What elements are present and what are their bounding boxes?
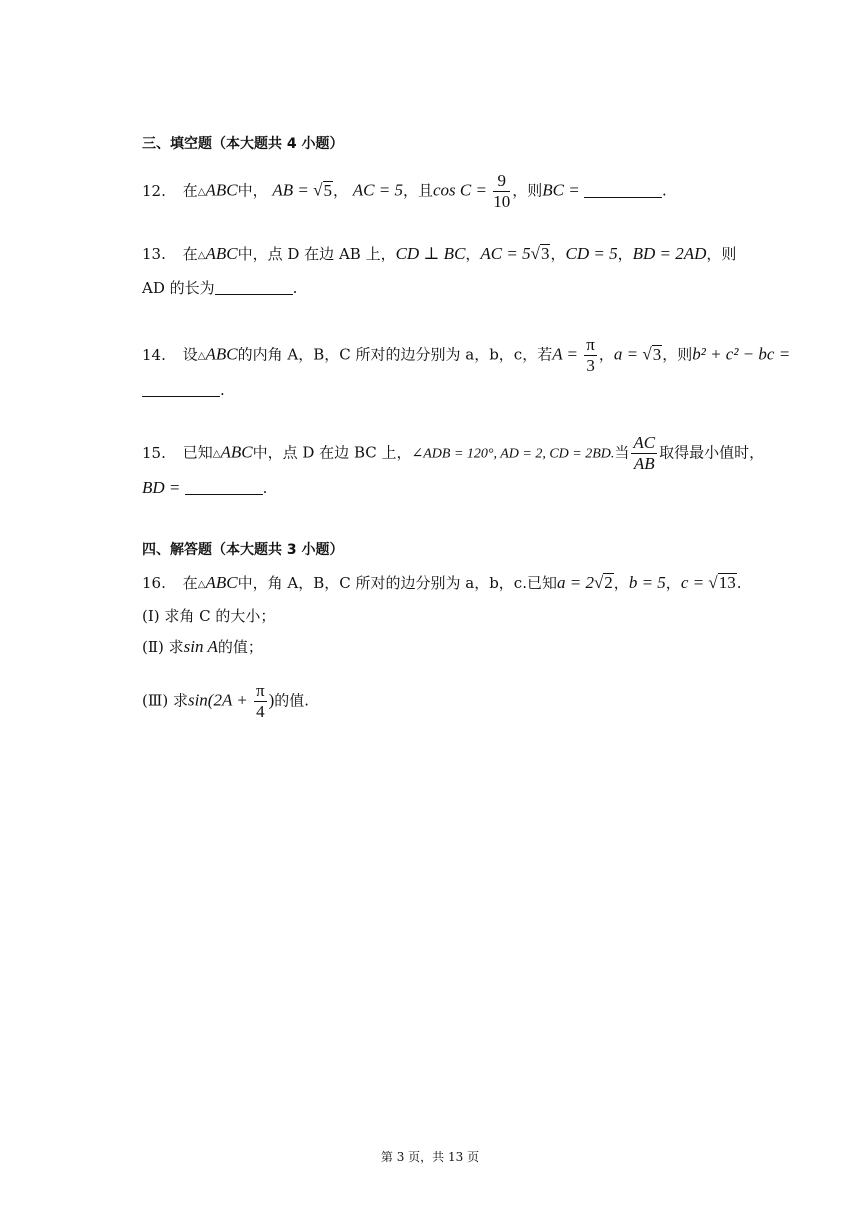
question-16-part-3 xyxy=(142,681,309,722)
fraction xyxy=(584,335,597,376)
math: sin(2A + xyxy=(187,690,253,710)
math: 13 xyxy=(718,573,736,592)
math: A = xyxy=(552,344,583,364)
text: (Ⅲ) 求 xyxy=(142,691,188,710)
fraction-numerator: π xyxy=(586,335,595,354)
fraction-denominator: 3 xyxy=(586,356,595,375)
question-16: 16. 在△ABC中，角 A，B，C 所对的边分别为 a，b，c.已知a = 2√2，b = 5，c = √13. xyxy=(142,573,742,592)
fraction-numerator: AC xyxy=(633,433,656,452)
text: . xyxy=(292,279,298,297)
math: 3 xyxy=(652,344,662,364)
question-number: 16. xyxy=(142,574,166,592)
question-number: 12. xyxy=(142,181,166,200)
question-16-part-2 xyxy=(142,637,263,657)
triangle-icon: △ xyxy=(197,579,206,590)
section-title-fill-in: 三、填空题（本大题共 4 小题） xyxy=(142,136,344,152)
text: 取得最小值时， xyxy=(659,443,765,462)
question-14-line-2 xyxy=(142,380,225,400)
answer-blank[interactable] xyxy=(584,183,662,198)
math: BD = xyxy=(142,478,185,497)
text: . xyxy=(220,381,225,399)
question-number: 15. xyxy=(142,443,166,462)
math: sin A xyxy=(183,637,218,656)
text: 的内角 A，B，C 所对的边分别为 a，b，c，若 xyxy=(237,345,553,364)
math: AC = 5 xyxy=(480,244,531,263)
math: BC = xyxy=(542,180,584,200)
math: b = 5 xyxy=(628,573,666,592)
text: ， xyxy=(665,574,681,592)
text: 已知 xyxy=(182,443,213,462)
math: a = 2 xyxy=(556,573,594,592)
question-13-line-2 xyxy=(142,278,297,298)
fraction-denominator: 10 xyxy=(493,192,511,211)
math: CD = 5 xyxy=(565,244,618,263)
math: ABC xyxy=(205,180,238,200)
question-15 xyxy=(142,433,764,474)
page-footer: 第 3 页，共 13 页 xyxy=(380,1150,480,1164)
question-13: 13. 在△ABC中，点 D 在边 AB 上，CD ⊥ BC，AC = 5√3，CD = 5，BD = 2AD，则 xyxy=(142,244,737,263)
fraction-denominator: AB xyxy=(633,454,655,473)
question-16-part-1: (Ⅰ) 求角 C 的大小； xyxy=(142,607,276,625)
triangle-icon: △ xyxy=(197,350,206,362)
fraction-numerator: 9 xyxy=(493,171,510,192)
triangle-icon: △ xyxy=(197,186,206,198)
text: ， xyxy=(333,181,349,200)
text: (Ⅱ) 求 xyxy=(142,638,184,656)
math: a = xyxy=(613,344,643,364)
text: 在 xyxy=(182,245,198,263)
text: ， xyxy=(550,245,566,263)
text: ，且 xyxy=(403,181,434,200)
math: cos C = xyxy=(433,180,492,200)
text: 中， xyxy=(237,181,268,200)
answer-blank[interactable] xyxy=(215,280,293,295)
math: ) xyxy=(268,690,275,710)
text: 的值； xyxy=(217,638,263,656)
question-number: 14. xyxy=(142,345,166,364)
text: ，则 xyxy=(512,181,543,200)
question-number: 13. xyxy=(142,245,166,263)
fraction xyxy=(493,171,510,212)
section-title-answers: 四、解答题（本大题共 3 小题） xyxy=(142,542,344,558)
text: ， xyxy=(598,345,614,364)
text: 中，点 D 在边 BC 上， xyxy=(252,443,412,462)
text: . xyxy=(661,181,667,200)
math: 5 xyxy=(323,180,332,200)
text: 的值. xyxy=(274,691,310,710)
fraction-denominator: 4 xyxy=(256,702,265,721)
answer-blank[interactable] xyxy=(142,382,220,397)
fraction-numerator: π xyxy=(256,681,265,700)
math: ABC xyxy=(220,442,253,462)
question-14: 14. 设△ABC的内角 A，B，C 所对的边分别为 a，b，c，若A = $\frac{\pi}{3}$ ，a = √3，则b² + c² − bc = xyxy=(142,335,791,375)
math: AC = 5 xyxy=(352,180,403,200)
text: ， xyxy=(465,245,481,263)
text: ， xyxy=(613,574,629,592)
math: CD ⊥ BC xyxy=(395,244,466,263)
text: 中，角 A，B，C 所对的边分别为 a，b，c.已知 xyxy=(237,574,557,592)
math: BD = 2AD xyxy=(632,244,707,263)
fraction xyxy=(631,433,657,474)
question-12: 12. 在△ABC中， AB = √5， AC = 5，且cos C = $\frac{9}{10}$ ，则BC = . xyxy=(142,171,667,211)
math: b² + c² − bc = xyxy=(692,344,791,364)
text: 中，点 D 在边 AB 上， xyxy=(237,245,396,263)
math: 3 xyxy=(540,244,550,263)
text: 设 xyxy=(182,345,198,364)
text: AD 的长为 xyxy=(142,279,215,297)
math: c = xyxy=(680,573,709,592)
triangle-icon: △ xyxy=(212,448,221,460)
text: 在 xyxy=(182,574,198,592)
math: 2 xyxy=(604,573,613,592)
triangle-icon: △ xyxy=(197,250,206,261)
text: ， xyxy=(617,245,633,263)
math: ABC xyxy=(205,344,238,364)
text: ，则 xyxy=(706,245,737,263)
math: ∠ADB = 120°, AD = 2, CD = 2BD. xyxy=(411,446,615,462)
text: . xyxy=(262,479,268,497)
text: 在 xyxy=(182,181,198,200)
math: ABC xyxy=(205,244,238,263)
answer-blank[interactable] xyxy=(185,480,263,495)
fraction xyxy=(254,681,267,722)
text: ，则 xyxy=(662,345,693,364)
text: . xyxy=(736,574,742,592)
math: ABC xyxy=(205,573,238,592)
math: AB = xyxy=(272,180,314,200)
question-15-line-2 xyxy=(142,478,267,498)
text: 当 xyxy=(614,443,630,462)
